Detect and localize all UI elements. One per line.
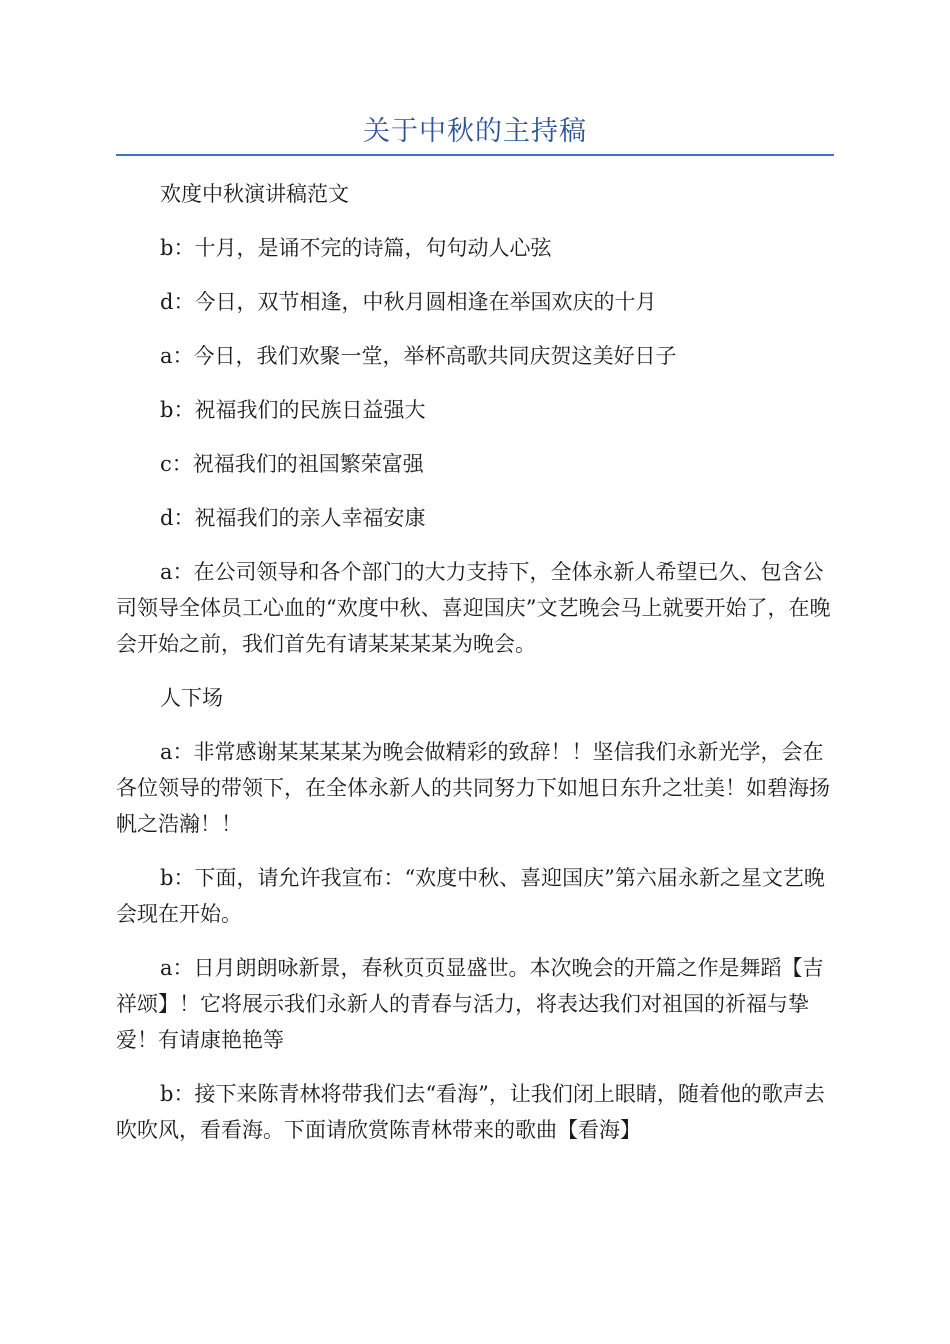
document-body <box>116 176 834 1166</box>
paragraph: a：在公司领导和各个部门的大力支持下，全体永新人希望已久、包含公司领导全体员工心血的“欢度中秋、喜迎国庆”文艺晚会马上就要开始了，在晚会开始之前，我们首先有请某某某某为晚会。 <box>116 560 831 656</box>
paragraph: 人下场 <box>160 686 223 710</box>
paragraph: b：接下来陈青林将带我们去“看海”，让我们闭上眼睛，随着他的歌声去吹吹风，看看海。下面请欣赏陈青林带来的歌曲【看海】 <box>116 1082 825 1142</box>
paragraph: d：祝福我们的亲人幸福安康 <box>160 506 426 530</box>
paragraph: 欢度中秋演讲稿范文 <box>160 182 349 206</box>
paragraph: a：非常感谢某某某某为晚会做精彩的致辞！！坚信我们永新光学，会在各位领导的带领下，在全体永新人的共同努力下如旭日东升之壮美！如碧海扬帆之浩瀚！！ <box>116 740 830 836</box>
paragraph: b：十月，是诵不完的诗篇，句句动人心弦 <box>160 236 552 260</box>
paragraph: d：今日，双节相逢，中秋月圆相逢在举国欢庆的十月 <box>160 290 657 314</box>
paragraph: b：祝福我们的民族日益强大 <box>160 398 426 422</box>
paragraph: a：今日，我们欢聚一堂，举杯高歌共同庆贺这美好日子 <box>160 344 677 368</box>
title-underline <box>116 154 834 156</box>
document-title: 关于中秋的主持稿 <box>363 116 587 147</box>
paragraph: b：下面，请允许我宣布：“欢度中秋、喜迎国庆”第六届永新之星文艺晚会现在开始。 <box>116 866 825 926</box>
paragraph: c：祝福我们的祖国繁荣富强 <box>160 452 424 476</box>
paragraph: a：日月朗朗咏新景，春秋页页显盛世。本次晚会的开篇之作是舞蹈【吉祥颂】！它将展示我们永新人的青春与活力，将表达我们对祖国的祈福与挚爱！有请康艳艳等 <box>116 956 824 1052</box>
